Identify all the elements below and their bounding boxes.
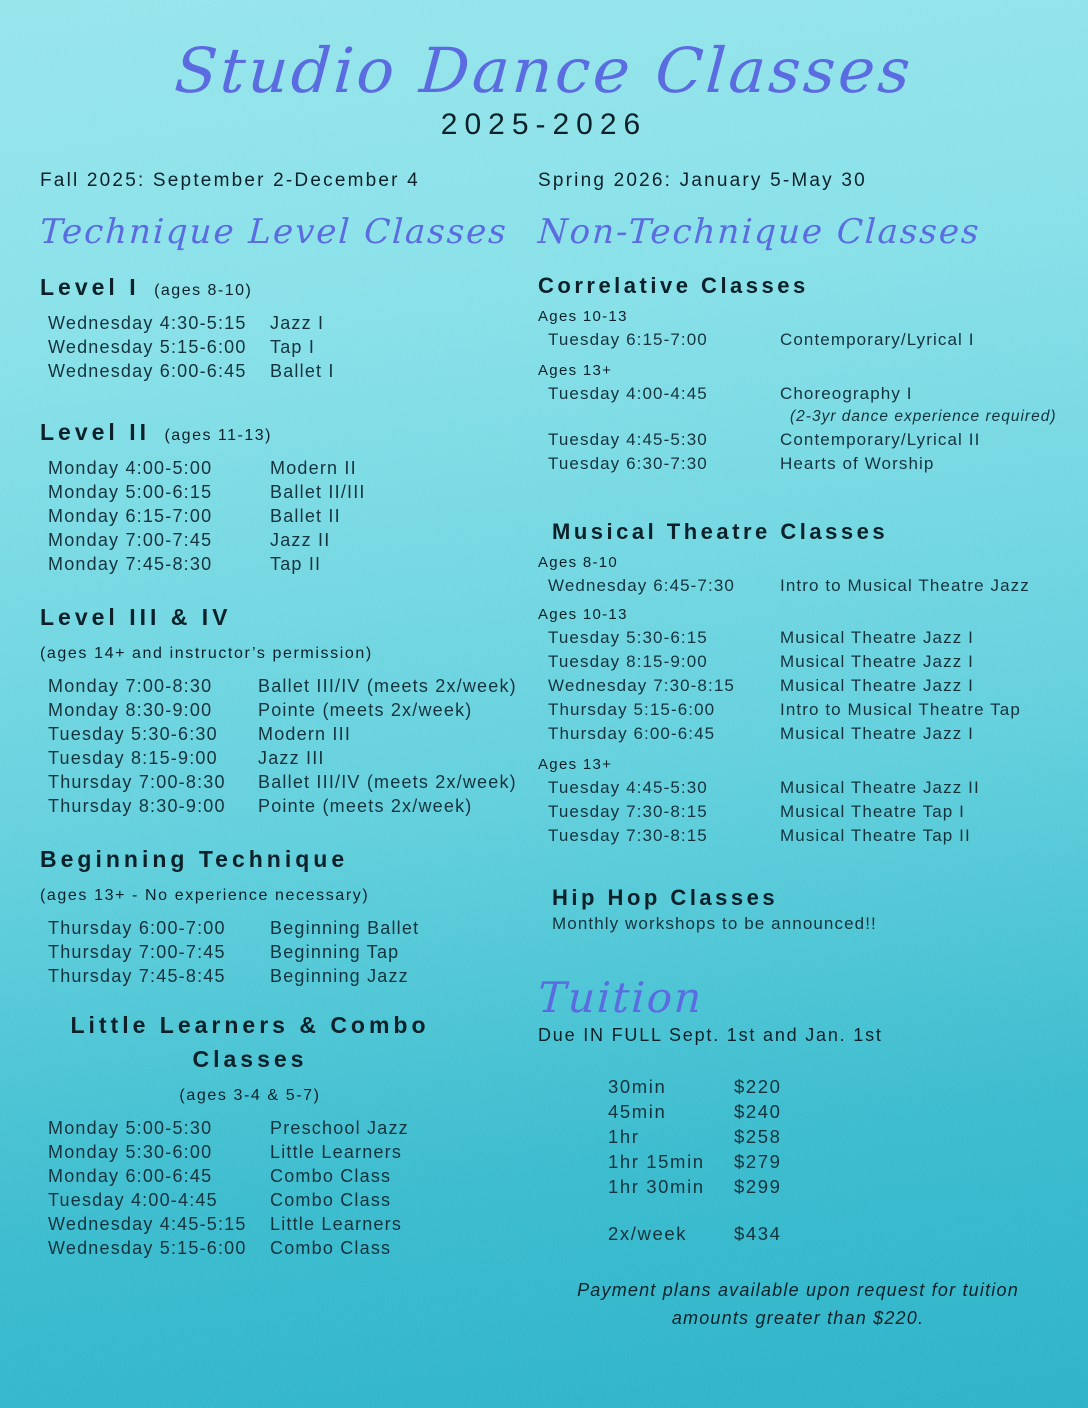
class-time: Monday 6:15-7:00 <box>48 506 213 526</box>
correlative-title: Correlative Classes <box>538 273 809 298</box>
rate-duration: 30min <box>608 1076 667 1097</box>
hip-hop-note: Monthly workshops to be announced!! <box>552 914 877 933</box>
class-name: Beginning Jazz <box>270 966 409 986</box>
class-name: Intro to Musical Theatre Tap <box>780 700 1021 719</box>
class-time: Tuesday 5:30-6:30 <box>48 724 218 744</box>
schedule-row <box>538 722 1068 746</box>
class-name: Pointe (meets 2x/week) <box>258 700 473 720</box>
section-title <box>40 602 522 636</box>
class-name: Little Learners <box>270 1142 403 1162</box>
class-name: Ballet III/IV (meets 2x/week) <box>258 772 517 792</box>
schedule-row <box>538 776 1068 800</box>
schedule-row <box>40 1140 522 1164</box>
class-time: Tuesday 6:30-7:30 <box>548 454 708 473</box>
section-title <box>40 844 522 878</box>
class-time: Tuesday 4:00-4:45 <box>548 384 708 403</box>
section-musical-theatre <box>538 518 1068 848</box>
class-name: Musical Theatre Jazz I <box>780 724 974 743</box>
class-time: Tuesday 7:30-8:15 <box>548 802 708 821</box>
beginning-technique-ages: (ages 13+ - No experience necessary) <box>40 887 370 904</box>
schedule-row <box>40 916 522 940</box>
schedule-row <box>538 328 1068 352</box>
class-name: Hearts of Worship <box>780 454 935 473</box>
schedule-row <box>538 452 1068 476</box>
class-name: Ballet I <box>270 361 335 381</box>
class-time: Thursday 7:45-8:45 <box>48 966 226 986</box>
fall-semester-dates: Fall 2025: September 2-December 4 <box>40 170 420 191</box>
rate-duration: 2x/week <box>608 1223 688 1244</box>
rate-price: $279 <box>734 1151 782 1172</box>
rate-price: $220 <box>734 1076 782 1097</box>
class-time: Tuesday 4:45-5:30 <box>548 430 708 449</box>
class-name: Tap II <box>270 554 322 574</box>
class-time: Monday 4:00-5:00 <box>48 458 213 478</box>
class-name: Pointe (meets 2x/week) <box>258 796 473 816</box>
class-time: Tuesday 8:15-9:00 <box>48 748 218 768</box>
section-level-3-4 <box>40 602 522 818</box>
class-name: Modern II <box>270 458 357 478</box>
section-beginning-technique <box>40 844 522 988</box>
class-time: Wednesday 5:15-6:00 <box>48 1238 247 1258</box>
class-time: Thursday 8:30-9:00 <box>48 796 226 816</box>
class-time: Wednesday 5:15-6:00 <box>48 337 247 357</box>
rate-duration: 1hr 15min <box>608 1151 705 1172</box>
class-name: Musical Theatre Tap II <box>780 826 971 845</box>
class-time: Wednesday 7:30-8:15 <box>548 676 735 695</box>
musical-theatre-title: Musical Theatre Classes <box>552 519 889 544</box>
section-level-2 <box>40 417 522 576</box>
beginning-technique-title: Beginning Technique <box>40 846 349 872</box>
experience-note: (2-3yr dance experience required) <box>790 408 1057 425</box>
schedule-rows <box>40 456 522 576</box>
level-3-4-ages: (ages 14+ and instructor’s permission) <box>40 645 373 662</box>
schedule-row <box>40 1164 522 1188</box>
class-time: Tuesday 6:15-7:00 <box>548 330 708 349</box>
schedule-row <box>538 824 1068 848</box>
class-time: Monday 7:00-7:45 <box>48 530 213 550</box>
class-time: Thursday 6:00-6:45 <box>548 724 716 743</box>
class-time: Thursday 7:00-8:30 <box>48 772 226 792</box>
class-time: Monday 7:00-8:30 <box>48 676 213 696</box>
class-time: Wednesday 4:30-5:15 <box>48 313 247 333</box>
section-title <box>40 272 522 306</box>
payment-plan-note: Payment plans available upon request for tuition amounts greater than $220. <box>577 1280 1019 1328</box>
schedule-row <box>40 1188 522 1212</box>
class-time: Wednesday 6:00-6:45 <box>48 361 247 381</box>
class-name: Musical Theatre Tap I <box>780 802 965 821</box>
class-time: Monday 8:30-9:00 <box>48 700 213 720</box>
schedule-row <box>40 1116 522 1140</box>
schedule-row <box>40 528 522 552</box>
schedule-row <box>538 800 1068 824</box>
tuition-rate-row <box>608 1149 1068 1174</box>
spring-semester-dates: Spring 2026: January 5-May 30 <box>538 170 867 191</box>
technique-heading: Technique Level Classes <box>38 212 509 252</box>
class-time: Monday 7:45-8:30 <box>48 554 213 574</box>
section-title <box>40 1010 460 1078</box>
class-time: Thursday 7:00-7:45 <box>48 942 226 962</box>
class-time: Tuesday 7:30-8:15 <box>548 826 708 845</box>
class-name: Musical Theatre Jazz I <box>780 676 974 695</box>
schedule-rows <box>40 916 522 988</box>
age-group-label: Ages 10-13 <box>538 606 628 623</box>
schedule-row <box>40 504 522 528</box>
age-group-label: Ages 13+ <box>538 756 613 773</box>
non-technique-column <box>538 214 1068 1332</box>
hip-hop-title: Hip Hop Classes <box>552 885 779 910</box>
age-group-label: Ages 10-13 <box>538 308 628 325</box>
section-correlative <box>538 272 1068 476</box>
class-name: Ballet II/III <box>270 482 366 502</box>
technique-column <box>40 214 522 1294</box>
age-group-label: Ages 13+ <box>538 362 613 379</box>
level-2-ages: (ages 11-13) <box>164 427 272 444</box>
class-name: Ballet II <box>270 506 341 526</box>
class-time: Wednesday 4:45-5:15 <box>48 1214 247 1234</box>
tuition-rate-row <box>608 1124 1068 1149</box>
class-name: Musical Theatre Jazz I <box>780 628 974 647</box>
schedule-row <box>40 552 522 576</box>
schedule-row <box>40 1212 522 1236</box>
rate-price: $299 <box>734 1176 782 1197</box>
class-time: Thursday 5:15-6:00 <box>548 700 716 719</box>
class-time: Monday 5:00-6:15 <box>48 482 213 502</box>
page-title: Studio Dance Classes <box>172 34 916 107</box>
level-1-ages: (ages 8-10) <box>154 282 253 299</box>
schedule-row <box>40 674 522 698</box>
class-name: Combo Class <box>270 1190 392 1210</box>
schedule-row <box>40 311 522 335</box>
class-name: Contemporary/Lyrical II <box>780 430 981 449</box>
schedule-row <box>40 794 522 818</box>
class-name: Choreography I <box>780 384 913 403</box>
rate-duration: 45min <box>608 1101 667 1122</box>
rate-duration: 1hr 30min <box>608 1176 705 1197</box>
schedule-row <box>40 698 522 722</box>
little-learners-title: Little Learners & Combo Classes <box>70 1012 430 1072</box>
schedule-row <box>40 335 522 359</box>
class-name: Little Learners <box>270 1214 403 1234</box>
class-time: Monday 5:00-5:30 <box>48 1118 213 1138</box>
class-name: Tap I <box>270 337 316 357</box>
class-time: Monday 6:00-6:45 <box>48 1166 213 1186</box>
schedule-row <box>40 359 522 383</box>
section-hip-hop <box>538 884 1068 936</box>
tuition-rate-row <box>608 1221 1068 1246</box>
schedule-row <box>538 382 1068 406</box>
class-name: Modern III <box>258 724 352 744</box>
level-1-title: Level I <box>40 274 140 300</box>
class-name: Intro to Musical Theatre Jazz <box>780 576 1030 595</box>
schedule-rows <box>40 311 522 383</box>
schedule-row <box>538 574 1068 598</box>
non-technique-heading: Non-Technique Classes <box>536 212 982 252</box>
rate-price: $434 <box>734 1223 782 1244</box>
schedule-row <box>40 746 522 770</box>
class-name: Musical Theatre Jazz II <box>780 778 980 797</box>
rate-duration: 1hr <box>608 1126 640 1147</box>
class-time: Tuesday 4:45-5:30 <box>548 778 708 797</box>
class-name: Jazz III <box>258 748 325 768</box>
schedule-row <box>40 964 522 988</box>
tuition-rate-row <box>608 1099 1068 1124</box>
class-time: Monday 5:30-6:00 <box>48 1142 213 1162</box>
class-time: Tuesday 5:30-6:15 <box>548 628 708 647</box>
level-3-4-title: Level III & IV <box>40 604 232 630</box>
tuition-due-line: Due IN FULL Sept. 1st and Jan. 1st <box>538 1025 883 1045</box>
schedule-rows <box>40 1116 522 1260</box>
class-time: Wednesday 6:45-7:30 <box>548 576 735 595</box>
class-name: Ballet III/IV (meets 2x/week) <box>258 676 517 696</box>
little-learners-ages: (ages 3-4 & 5-7) <box>179 1087 321 1104</box>
schedule-row <box>40 940 522 964</box>
schedule-rows <box>40 674 522 818</box>
schedule-row <box>538 428 1068 452</box>
class-name: Preschool Jazz <box>270 1118 409 1138</box>
tuition-rate-row <box>608 1174 1068 1199</box>
class-name: Beginning Tap <box>270 942 400 962</box>
tuition-rate-table <box>608 1074 1068 1246</box>
rate-price: $240 <box>734 1101 782 1122</box>
schedule-row <box>538 626 1068 650</box>
schedule-row <box>538 698 1068 722</box>
schedule-row <box>538 674 1068 698</box>
schedule-row <box>40 456 522 480</box>
section-tuition <box>536 973 1068 1332</box>
tuition-heading: Tuition <box>536 973 705 1022</box>
class-name: Jazz I <box>270 313 325 333</box>
section-little-learners <box>40 1010 522 1260</box>
class-name: Contemporary/Lyrical I <box>780 330 975 349</box>
schedule-row <box>40 770 522 794</box>
rate-price: $258 <box>734 1126 782 1147</box>
class-name: Jazz II <box>270 530 331 550</box>
class-name: Combo Class <box>270 1166 392 1186</box>
schedule-row <box>538 650 1068 674</box>
class-name: Beginning Ballet <box>270 918 420 938</box>
section-level-1 <box>40 272 522 383</box>
schedule-row <box>40 722 522 746</box>
section-title <box>40 417 522 451</box>
class-name: Musical Theatre Jazz I <box>780 652 974 671</box>
tuition-rate-row <box>608 1074 1068 1099</box>
level-2-title: Level II <box>40 419 150 445</box>
class-time: Tuesday 4:00-4:45 <box>48 1190 218 1210</box>
schedule-row <box>40 480 522 504</box>
age-group-label: Ages 8-10 <box>538 554 619 571</box>
schedule-row <box>40 1236 522 1260</box>
class-time: Tuesday 8:15-9:00 <box>548 652 708 671</box>
school-year: 2025-2026 <box>440 108 648 141</box>
class-name: Combo Class <box>270 1238 392 1258</box>
class-time: Thursday 6:00-7:00 <box>48 918 226 938</box>
